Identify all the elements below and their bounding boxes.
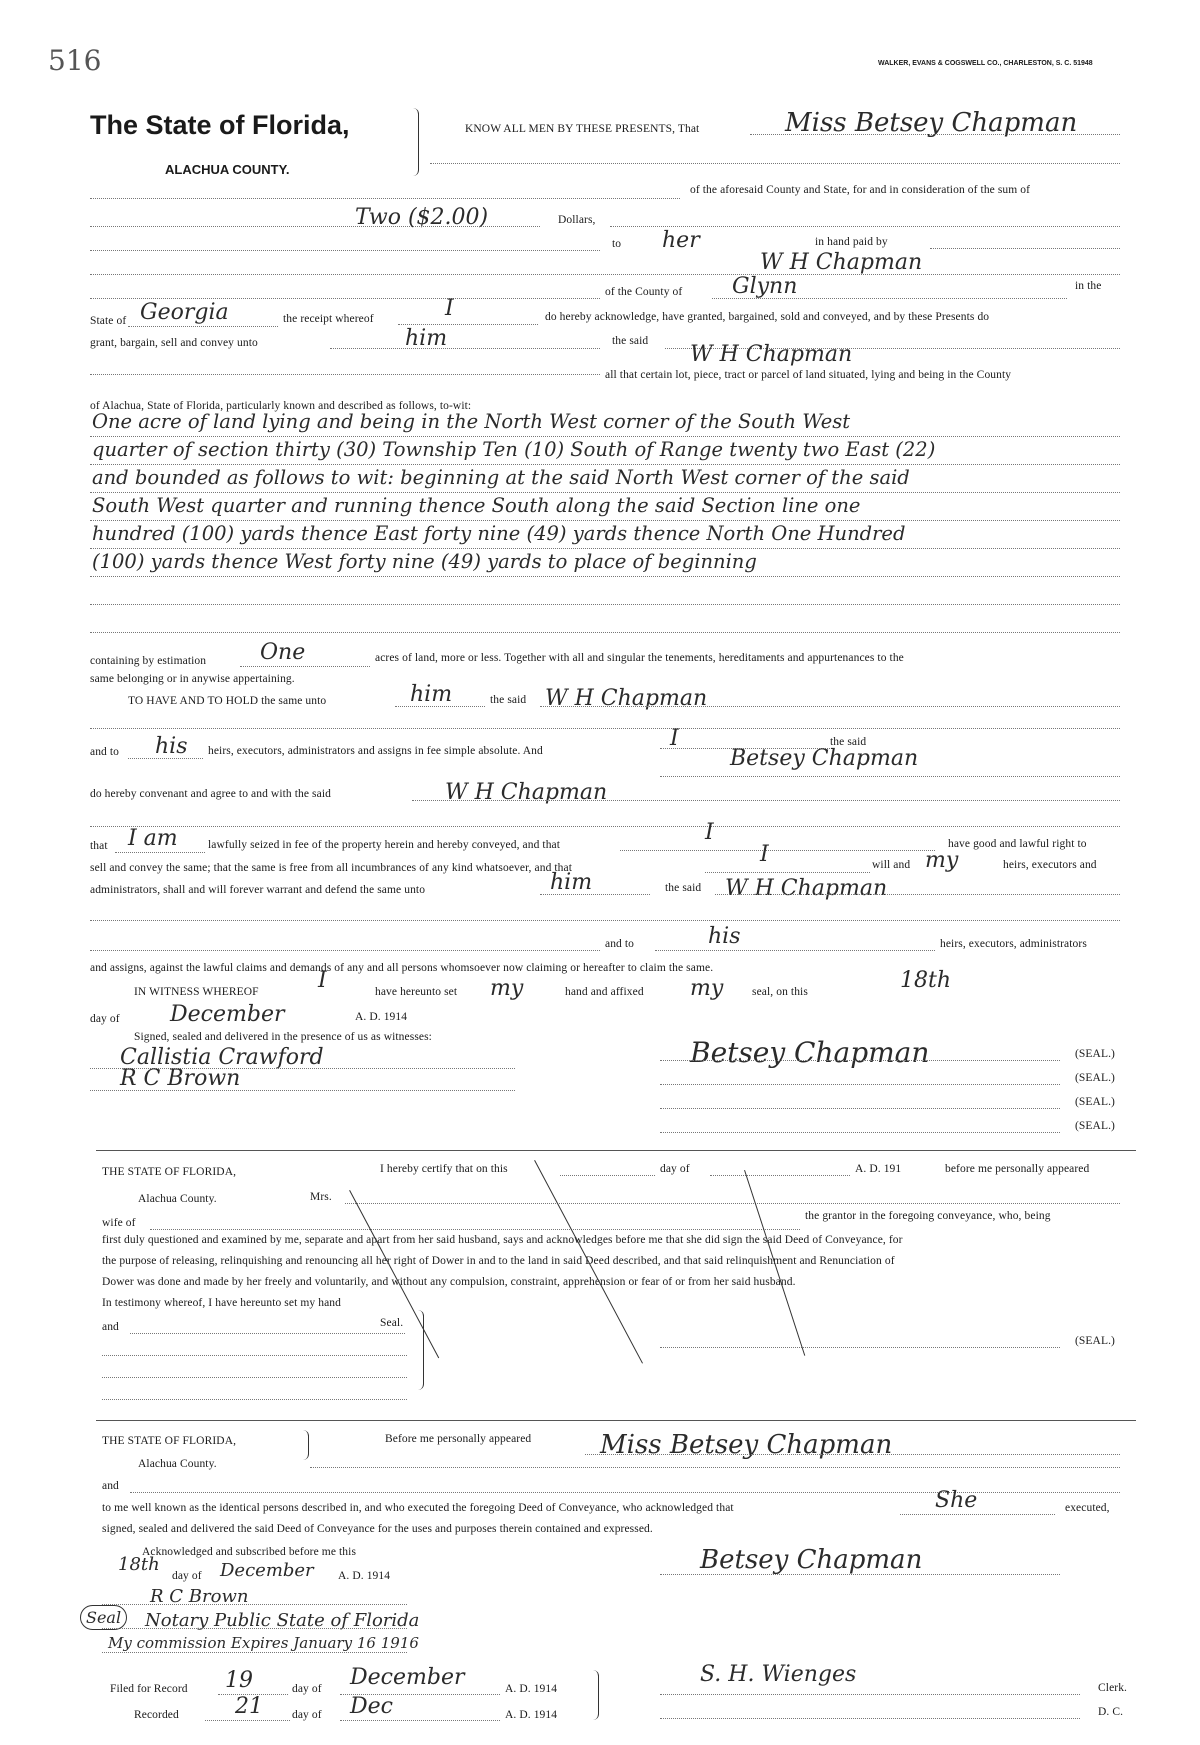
heirs-fee-text: heirs, executors, administrators and assigns in fee simple absolute. And <box>208 745 543 757</box>
filed-bracket <box>590 1670 599 1720</box>
clerk-handwriting: S. H. Wienges <box>700 1662 857 1687</box>
rec-day-handwriting: 21 <box>235 1694 263 1719</box>
his-handwriting: his <box>155 734 188 759</box>
ack-signed: signed, sealed and delivered the said Deed of Conveyance for the uses and purposes therein contained and expressed. <box>102 1523 653 1535</box>
sum-handwriting: Two ($2.00) <box>355 205 489 230</box>
seal-2: (SEAL.) <box>1075 1072 1115 1084</box>
ack-and: and <box>102 1480 119 1492</box>
alachua-text: of Alachua, State of Florida, particularly known and described as follows, to-wit: <box>90 400 472 412</box>
dower-line-3: Dower was done and made by her freely and voluntarily, and without any compulsion, constraint, apprehension or fear of or from her said husband. <box>102 1276 796 1288</box>
month-handwriting: December <box>170 1002 285 1027</box>
header-bracket <box>410 108 419 176</box>
witness1-handwriting: Callistia Crawford <box>120 1045 324 1070</box>
my-handwriting: my <box>925 848 959 873</box>
to-have-text: TO HAVE AND TO HOLD the same unto <box>128 695 327 707</box>
desc-line-6: (100) yards thence West forty nine (49) yards to place of beginning <box>92 550 757 573</box>
filed-text: Filed for Record <box>110 1683 188 1695</box>
filed-day-handwriting: 19 <box>225 1668 253 1693</box>
dower-testimony: In testimony whereof, I have hereunto set my hand <box>102 1297 341 1309</box>
filed-month-handwriting: December <box>350 1665 465 1690</box>
affixed-handwriting: my <box>690 976 724 1001</box>
dower-mrs: Mrs. <box>310 1191 332 1203</box>
dower-day-of: day of <box>660 1163 690 1175</box>
have-handwriting: him <box>410 682 453 707</box>
recorded-text: Recorded <box>134 1709 179 1721</box>
grantee-handwriting: W H Chapman <box>690 342 853 367</box>
seized-text: lawfully seized in fee of the property herein and hereby conveyed, and that <box>208 839 561 851</box>
set-handwriting: my <box>490 976 524 1001</box>
ack-day-of: day of <box>172 1570 202 1582</box>
iam-handwriting: I am <box>128 826 178 851</box>
administrators-text: administrators, shall and will forever warrant and defend the same unto <box>90 884 426 896</box>
in-the-text: in the <box>1075 280 1102 292</box>
and-to2-text: and to <box>605 938 635 950</box>
receipt-text: the receipt whereof <box>283 313 374 325</box>
dower-before-me: before me personally appeared <box>945 1163 1090 1175</box>
ack-bracket <box>300 1430 309 1460</box>
acres-handwriting: One <box>260 640 306 665</box>
hand-affixed-text: hand and affixed <box>565 986 644 998</box>
grantor-handwriting: Miss Betsey Chapman <box>785 108 1078 138</box>
dower-grantor: the grantor in the foregoing conveyance, who, being <box>805 1210 1051 1222</box>
dower-wife-of: wife of <box>102 1217 136 1229</box>
and-to-text: and to <box>90 746 120 758</box>
his2-handwriting: his <box>708 924 741 949</box>
receipt-handwriting: I <box>445 296 454 321</box>
and-handwriting: I <box>670 726 679 751</box>
to-text: to <box>612 238 622 250</box>
covenant-text: do hereby convenant and agree to and with the said <box>90 788 331 800</box>
dower-seal-word: Seal. <box>380 1317 404 1329</box>
section-divider-1 <box>96 1150 1136 1151</box>
desc-line-2: quarter of section thirty (30) Township Ten (10) South of Range twenty two East (22) <box>92 438 936 461</box>
the-said2-text: the said <box>830 736 867 748</box>
hereunto-text: have hereunto set <box>375 986 458 998</box>
land-description <box>90 410 1140 610</box>
have-good-text: have good and lawful right to <box>948 838 1087 850</box>
ack-before: Before me personally appeared <box>385 1433 532 1445</box>
rec-month-handwriting: Dec <box>350 1694 393 1719</box>
same-belonging-text: same belonging or in anywise appertaining. <box>90 673 295 685</box>
acknowledge-text: do hereby acknowledge, have granted, bargained, sold and conveyed, and by these Presents do <box>545 311 990 323</box>
seal-1: (SEAL.) <box>1075 1048 1115 1060</box>
ack-month-handwriting: December <box>220 1560 314 1581</box>
dower-and: and <box>102 1321 119 1333</box>
rec-ad: A. D. 1914 <box>505 1709 558 1721</box>
betsey-handwriting: Betsey Chapman <box>730 746 919 771</box>
will-and-text: will and <box>872 859 911 871</box>
seal-4: (SEAL.) <box>1075 1120 1115 1132</box>
defend-handwriting: him <box>550 870 593 895</box>
ack-state: THE STATE OF FLORIDA, <box>102 1435 237 1447</box>
unto-handwriting: him <box>405 326 448 351</box>
dower-ad: A. D. 191 <box>855 1163 902 1175</box>
day-of-text: day of <box>90 1013 120 1025</box>
aforesaid-text: of the aforesaid County and State, for and in consideration of the sum of <box>690 184 1031 196</box>
state-handwriting: Georgia <box>140 300 229 325</box>
filed-day-of: day of <box>292 1683 322 1695</box>
notary-title-handwriting: Notary Public State of Florida <box>145 1610 420 1631</box>
grant-unto-text: grant, bargain, sell and convey unto <box>90 337 258 349</box>
ack-signature: Betsey Chapman <box>700 1545 923 1575</box>
defend-name-handwriting: W H Chapman <box>725 876 888 901</box>
in-hand-text: in hand paid by <box>815 236 888 248</box>
signed-sealed-text: Signed, sealed and delivered in the presence of us as witnesses: <box>134 1031 432 1043</box>
ack-she-handwriting: She <box>935 1488 978 1513</box>
ad-text: A. D. 1914 <box>355 1011 408 1023</box>
witness-handwriting: I <box>318 968 327 993</box>
containing-text: containing by estimation <box>90 655 207 667</box>
acres-text: acres of land, more or less. Together with all and singular the tenements, hereditaments and appurtenances to the <box>375 652 904 664</box>
section-divider-2 <box>96 1420 1136 1421</box>
document-title: The State of Florida, <box>90 110 350 140</box>
know-all-text: KNOW ALL MEN BY THESE PRESENTS, That <box>465 123 700 135</box>
have-name-handwriting: W H Chapman <box>545 686 708 711</box>
desc-line-1: One acre of land lying and being in the North West corner of the South West <box>92 410 851 433</box>
notary-seal-handwriting: Seal <box>80 1605 127 1630</box>
ack-person-handwriting: Miss Betsey Chapman <box>600 1430 893 1460</box>
ack-known: to me well known as the identical persons described in, and who executed the foregoing Deed of Conveyance, who acknowledged that <box>102 1502 734 1514</box>
desc-line-5: hundred (100) yards thence East forty nine (49) yards thence North One Hundred <box>92 522 906 545</box>
dower-state: THE STATE OF FLORIDA, <box>102 1166 237 1178</box>
notary-commission-handwriting: My commission Expires January 16 1916 <box>108 1634 419 1652</box>
state-of-text: State of <box>90 315 127 327</box>
payer-handwriting: W H Chapman <box>760 250 923 275</box>
desc-line-4: South West quarter and running thence South along the said Section line one <box>92 494 861 517</box>
ack-executed: executed, <box>1065 1502 1110 1514</box>
ack-ad: A. D. 1914 <box>338 1570 391 1582</box>
witness-text: IN WITNESS WHEREOF <box>134 986 259 998</box>
printer-mark: WALKER, EVANS & COGSWELL CO., CHARLESTON, S. C. 51948 <box>878 60 1093 67</box>
and-assigns-text: and assigns, against the lawful claims and demands of any and all persons whomsoever now claiming or hereafter to claim the same. <box>90 962 714 974</box>
filed-ad: A. D. 1914 <box>505 1683 558 1695</box>
county-handwriting: Glynn <box>732 274 798 299</box>
seal-3: (SEAL.) <box>1075 1096 1115 1108</box>
all-that-text: all that certain lot, piece, tract or parcel of land situated, lying and being in the County <box>605 369 1012 381</box>
grantor-signature: Betsey Chapman <box>690 1036 930 1069</box>
heirs-exec2-text: heirs, executors, administrators <box>940 938 1087 950</box>
ack-acknowledged: Acknowledged and subscribed before me this <box>142 1546 357 1558</box>
dower-seal: (SEAL.) <box>1075 1335 1115 1347</box>
heirs-exec-text: heirs, executors and <box>1003 859 1097 871</box>
defend-said-text: the said <box>665 882 702 894</box>
sell-handwriting: I <box>760 842 769 867</box>
seized-handwriting: I <box>705 820 714 845</box>
ack-county: Alachua County. <box>138 1458 217 1470</box>
dower-county: Alachua County. <box>138 1193 217 1205</box>
witness2-handwriting: R C Brown <box>120 1066 241 1091</box>
of-county-text: of the County of <box>605 286 683 298</box>
ack-day-handwriting: 18th <box>118 1554 160 1575</box>
seal-on-this-text: seal, on this <box>752 986 808 998</box>
clerk-text: Clerk. <box>1098 1682 1128 1694</box>
page-number: 516 <box>48 44 102 77</box>
rec-day-of: day of <box>292 1709 322 1721</box>
dc-text: D. C. <box>1098 1706 1124 1718</box>
sell-convey-text: sell and convey the same; that the same is free from all incumbrances of any kind whatsoever, and that <box>90 862 573 874</box>
that-text: that <box>90 840 108 852</box>
the-said-text: the said <box>612 335 649 347</box>
covenant-handwriting: W H Chapman <box>445 780 608 805</box>
to-handwriting: her <box>662 228 700 253</box>
day-handwriting: 18th <box>900 968 952 993</box>
county-heading: ALACHUA COUNTY. <box>165 162 290 177</box>
notary-name-handwriting: R C Brown <box>150 1586 249 1607</box>
dower-line-2: the purpose of releasing, relinquishing and renouncing all her right of Dower in and to the land in said Deed described, and that said relinquishment and Renunciation of <box>102 1255 895 1267</box>
dower-certify: I hereby certify that on this <box>380 1163 508 1175</box>
dower-line-1: first duly questioned and examined by me, separate and apart from her said husband, says and acknowledges before me that she did sign the said Deed of Conveyance, for <box>102 1234 903 1246</box>
have-said-text: the said <box>490 694 527 706</box>
dollars-text: Dollars, <box>558 214 596 226</box>
desc-line-3: and bounded as follows to wit: beginning at the said North West corner of the said <box>92 466 910 489</box>
